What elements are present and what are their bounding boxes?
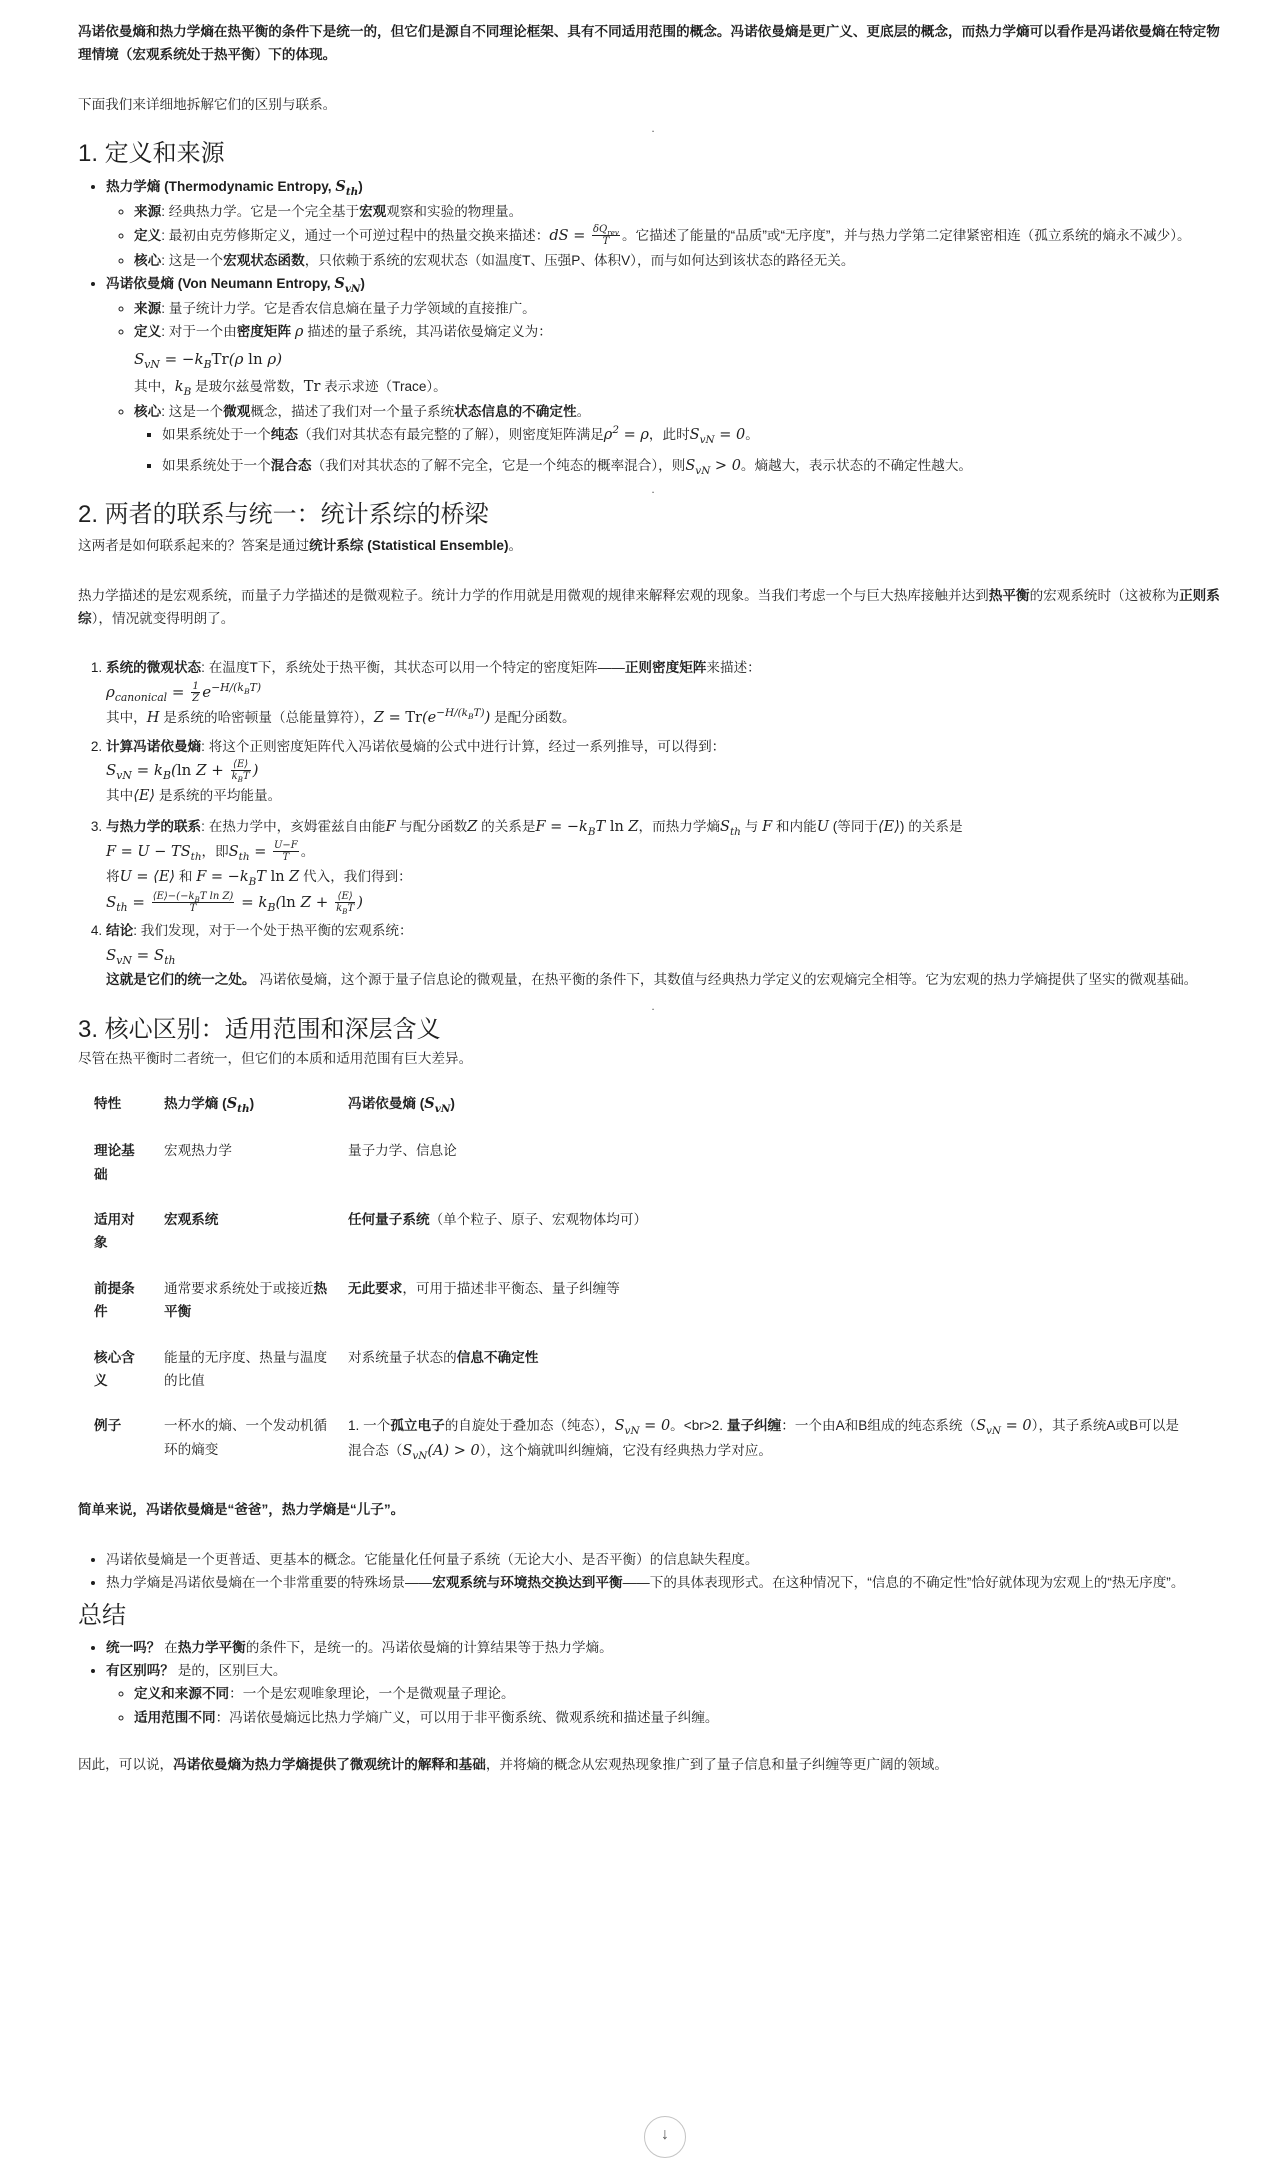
derivation-list (78, 656, 1228, 991)
table-header: 冯诺依曼熵 $(S_{vN})$ (348, 1095, 455, 1116)
list-item: ◦ 核心: 这是一个微观概念，描述了我们对一个量子系统状态信息的不确定性。 ▪ 如果系统处于一个纯态（我们对其状态有最完整的了解），则密度矩阵满足$\rho^2 = \rho$，此时$S_{vN} = 0$。 ▪ 如果系统处于一个混合态（我们对其状态的了解不完全，它是一个纯态的概率混合），则$S_{vN} > 0$。熵越大，表示状态的不确定性越大。 (134, 400, 1228, 479)
list-item: 3. 与热力学的联系: 在热力学中，亥姆霍兹自由能F 与配分函数Z 的关系是$F = -k_BT$ ln Z，而热力学熵$S_{th}$ 与 F 和内能U (等同于⟨E⟩) 的关系是 $F = U - TS_{th}$，即$S_{th}$ = $\frac{U-F}{T}$ 。 将U = ⟨E⟩ 和 $F = -k_BT$ ln Z 代入，我们得到： $S_{th}$ = $\frac{⟨E⟩-(-k_BT \ln Z)}{T}$ = $k_B(\ln$ Z + $\frac{⟨E⟩}{k_BT}$ ) (106, 815, 1228, 916)
list-item: ◦ 定义和来源不同：一个是宏观唯象理论，一个是微观量子理论。 (134, 1682, 1228, 1705)
table-row: 前提条件 通常要求系统处于或接近热平衡 无此要求，可用于描述非平衡态、量子纠缠等 (94, 1280, 620, 1320)
scroll-down-button[interactable] (644, 2116, 686, 2158)
sth-formula: $S_{th}$ = $\frac{⟨E⟩-(-k_BT \ln Z)}{T}$ = $k_B(\ln$ Z + $\frac{⟨E⟩}{k_BT}$ ) (106, 891, 363, 917)
vn-formula: $S_{vN} = -k_BTr(\rho$ ln ρ) (134, 350, 283, 372)
table-row: 理论基础 宏观热力学 量子力学、信息论 (94, 1143, 457, 1182)
arrow-down-icon: ↓ (661, 2126, 669, 2143)
paragraph: 热力学描述的是宏观系统，而量子力学描述的是微观粒子。统计力学的作用就是用微观的规律来解释宏观的现象。当我们考虑一个与巨大热库接触并达到热平衡的宏观系统时（这被称为正则系综），情况就变得明朗了。 (78, 587, 1220, 627)
table-row: 核心含义 能量的无序度、热量与温度的比值 对系统量子状态的信息不确定性 (94, 1349, 539, 1388)
intro-paragraph: 冯诺依曼熵和热力学熵在热平衡的条件下是统一的，但它们是源自不同理论框架、具有不同适用范围的概念。冯诺依曼熵是更广义、更底层的概念，而热力学熵可以看作是冯诺依曼熵在特定物理情境（宏观系统处于热平衡）下的体现。 (78, 24, 1220, 63)
table-header: 热力学熵 $(S_{th})$ (164, 1095, 255, 1116)
section-heading-3: 3. 核心区别：适用范围和深层含义 (78, 1015, 441, 1043)
document (78, 20, 1228, 1776)
section-heading-1: 1. 定义和来源 (78, 140, 225, 168)
table-row: 适用对象 宏观系统 任何量子系统（单个粒子、原子、宏观物体均可） (94, 1212, 648, 1251)
list-item: ◦ 来源: 量子统计力学。它是香农信息熵在量子力学领域的直接推广。 (134, 297, 1228, 320)
list-item-vn: • 冯诺依曼熵 (Von Neumann Entropy, $S_{vN}$) ◦ 来源: 量子统计力学。它是香农信息熵在量子力学领域的直接推广。 ◦ 定义: 对于一个由密度矩阵 ρ 描述的量子系统，其冯诺依曼熵定义为： $S_{vN} = -k_BTr(\rho$ ln ρ) 其中，$k_B$ 是玻尔兹曼常数，Tr 表示求迹（Trace）。 ◦ 核心: 这是一个微观概念，描述了我们对一个量子系统状态信息的不确定性。 ▪ 如果系统处于一个纯态（我们对其状态有最完整的了解），则密度矩阵满足$\rho^2 = \rho$，此时$S_{vN} = 0$。 ▪ 如果系统处于一个混合态（我们对其状态的了解不完全，它是一个纯态的概率混合），则$S_{vN} > 0$。熵越大，表示状态的不确定性越大。 (106, 272, 1228, 479)
conclusion-heading: 总结 (78, 1602, 126, 1630)
comparison-table (88, 1084, 1198, 1478)
section-divider: . (651, 121, 655, 136)
list-item: • 统一吗？ 在热力学平衡的条件下，是统一的。冯诺依曼熵的计算结果等于热力学熵。 (106, 1636, 1228, 1659)
list-item: ▪ 如果系统处于一个纯态（我们对其状态有最完整的了解），则密度矩阵满足$\rho^2 = \rho$，此时$S_{vN} = 0$。 (162, 423, 1228, 448)
section-divider: . (651, 482, 655, 497)
list-item: 4. 结论: 我们发现，对于一个处于热平衡的宏观系统： $S_{vN} = S_{th}$ 这就是它们的统一之处。 冯诺依曼熵，这个源于量子信息论的微观量，在热平衡的条件下，其数值与经典热力学定义的宏观熵完全相等。它为宏观的热力学熵提供了坚实的微观基础。 (106, 919, 1228, 992)
intro-note: 下面我们来详细地拆解它们的区别与联系。 (78, 96, 337, 112)
list-item: 2. 计算冯诺依曼熵: 将这个正则密度矩阵代入冯诺依曼熵的公式中进行计算，经过一系列推导，可以得到： $S_{vN} = k_B(\ln$ Z + $\frac{⟨E⟩}{k_BT}$ ) 其中⟨E⟩ 是系统的平均能量。 (106, 735, 1228, 809)
list-item: ◦ 来源: 经典热力学。它是一个完全基于宏观观察和实验的物理量。 (134, 200, 1228, 223)
list-item: ◦ 定义: 最初由克劳修斯定义，通过一个可逆过程中的热量交换来描述：dS = $\frac{\delta Q_{rev}}{T}$ 。它描述了能量的“品质”或“无序度”，并与热力学第二定律紧密相连（孤立系统的熵永不减少）。 (134, 224, 1228, 249)
paragraph: 尽管在热平衡时二者统一，但它们的本质和适用范围有巨大差异。 (78, 1051, 473, 1067)
section-heading-2: 2. 两者的联系与统一：统计系综的桥梁 (78, 501, 489, 529)
list-item: • 冯诺依曼熵是一个更普适、更基本的概念。它能量化任何量子系统（无论大小、是否平衡）的信息缺失程度。 (106, 1548, 1228, 1571)
svn-formula: $S_{vN} = k_B(\ln$ Z + $\frac{⟨E⟩}{k_BT}$ ) (106, 759, 259, 785)
list-item: ▪ 如果系统处于一个混合态（我们对其状态的了解不完全，它是一个纯态的概率混合），则$S_{vN} > 0$。熵越大，表示状态的不确定性越大。 (162, 454, 1228, 479)
paragraph: 这两者是如何联系起来的？答案是通过统计系综 (Statistical Ensemble)。 (78, 538, 523, 554)
table-row: 例子 一杯水的熵、一个发动机循环的熵变 1. 一个孤立电子的自旋处于叠加态（纯态），$S_{vN} = 0$。<br>2. 量子纠缠：一个由A和B组成的纯态系统$(S_{vN} = 0)$，其子系统A或B可以是混合态$(S_{vN}(A) > 0)$，这个熵就叫纠缠熵，它没有经典热力学对应。 (94, 1418, 1179, 1463)
canonical-formula: $\rho_{canonical}$ = $\frac{1}{Z}$ $e^{-H/(k_BT)}$ (106, 680, 262, 705)
summary-list (78, 1548, 1228, 1595)
table-header: 特性 (94, 1096, 122, 1112)
equality-formula: $S_{vN} = S_{th}$ (106, 945, 176, 967)
list-item: • 热力学熵是冯诺依曼熵在一个非常重要的特殊场景——宏观系统与环境热交换达到平衡——下的具体表现形式。在这种情况下，“信息的不确定性”恰好就体现为宏观上的“热无序度”。 (106, 1571, 1228, 1594)
table-header-row (88, 1084, 1198, 1131)
list-item: 1. 系统的微观状态: 在温度T下，系统处于热平衡，其状态可以用一个特定的密度矩阵——正则密度矩阵来描述： $\rho_{canonical}$ = $\frac{1}{Z}$ $e^{-H/(k_BT)}$ 其中，H 是系统的哈密顿量（总能量算符），$Z = Tr(e^{-H/(k_BT)})$ 是配分函数。 (106, 656, 1228, 730)
section-divider: . (651, 998, 655, 1013)
list-item: ◦ 核心: 这是一个宏观状态函数，只依赖于系统的宏观状态（如温度T、压强P、体积V），而与如何达到该状态的路径无关。 (134, 249, 1228, 272)
list-item: ◦ 定义: 对于一个由密度矩阵 ρ 描述的量子系统，其冯诺依曼熵定义为： $S_{vN} = -k_BTr(\rho$ ln ρ) 其中，$k_B$ 是玻尔兹曼常数，Tr 表示求迹（Trace）。 (134, 320, 1228, 400)
summary-lead: 简单来说，冯诺依曼熵是“爸爸”，热力学熵是“儿子”。 (78, 1502, 405, 1518)
list-item: • 有区别吗？ 是的，区别巨大。 ◦ 定义和来源不同：一个是宏观唯象理论，一个是微观量子理论。 ◦ 适用范围不同：冯诺依曼熵远比热力学熵广义，可以用于非平衡系统、微观系统和描述量子纠缠。 (106, 1659, 1228, 1729)
final-paragraph: 因此，可以说，冯诺依曼熵为热力学熵提供了微观统计的解释和基础，并将熵的概念从宏观热现象推广到了量子信息和量子纠缠等更广阔的领域。 (78, 1757, 948, 1773)
definition-list (78, 175, 1228, 479)
list-item: ◦ 适用范围不同：冯诺依曼熵远比热力学熵广义，可以用于非平衡系统、微观系统和描述量子纠缠。 (134, 1706, 1228, 1729)
conclusion-list (78, 1636, 1228, 1730)
list-item-thermo: • 热力学熵 (Thermodynamic Entropy, $S_{th}$) ◦ 来源: 经典热力学。它是一个完全基于宏观观察和实验的物理量。 ◦ 定义: 最初由克劳修斯定义，通过一个可逆过程中的热量交换来描述：dS = $\frac{\delta Q_{rev}}{T}$ 。它描述了能量的“品质”或“无序度”，并与热力学第二定律紧密相连（孤立系统的熵永不减少）。 ◦ 核心: 这是一个宏观状态函数，只依赖于系统的宏观状态（如温度T、压强P、体积V），而与如何达到该状态的路径无关。 (106, 175, 1228, 272)
